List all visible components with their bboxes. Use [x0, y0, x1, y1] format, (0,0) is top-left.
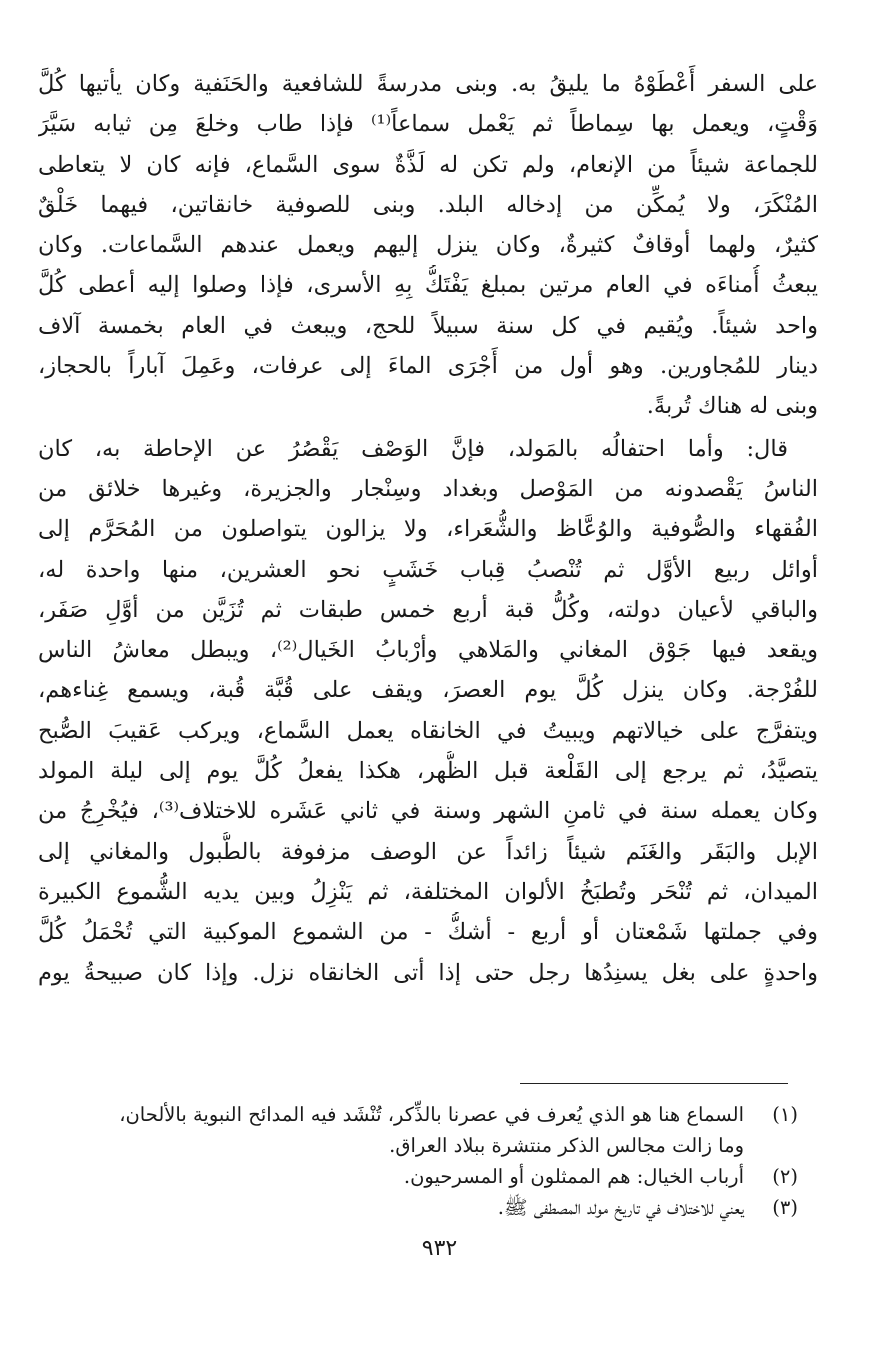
text-line: واحد شيئاً. ويُقيم في كل سنة سبيلاً للحج، ويبعث في العام بخمسة آلاف: [38, 312, 818, 339]
text-line: الإبل والبَقَر والغَنَم شيئاً زائداً عن الوصف مزفوفة بالطُّبول والمغاني إلى: [38, 838, 818, 865]
text-line: للفُرْجة. وكان ينزل كُلَّ يوم العصرَ، ويقف على قُبَّة قُبة، ويسمع غِناءهم،: [38, 677, 818, 704]
footnote-continuation: وما زالت مجالس الذكر منتشرة ببلاد العراق.: [389, 1134, 744, 1157]
footnote-number: (٣): [772, 1196, 798, 1219]
text-line: والباقي لأعيان دولته، وكُلُّ قبة أربع خمس طبقات ثم تُزَيَّن من أوَّلِ صَفَر،: [38, 596, 818, 623]
footnote-number: (٢): [772, 1165, 798, 1188]
text-line: ويتفرَّج على خيالاتهم ويبيتُ في الخانقاه يعمل السَّماع، ويركب عَقيبَ الصُّبح: [38, 717, 818, 744]
text-line: ويقعد فيها جَوْق المغاني والمَلاهي وأرْبابُ الخَيال⁽²⁾، ويبطل معاشُ الناس: [38, 637, 818, 664]
footnote-text: السماع هنا هو الذي يُعرف في عصرنا بالذِّكر، تُنْشَد فيه المدائح النبوية بالألحان،: [119, 1103, 744, 1126]
text-line: الميدان، ثم تُنْحَر وتُطبَخُ الألوان المختلفة، ثم يَنْزِلُ وبين يديه الشُّموع الكبيرة: [38, 878, 818, 905]
main-text: [38, 64, 818, 993]
text-line: واحدةٍ على بغل يسنِدُها رجل حتى إذا أتى الخانقاه نزل. وإذا كان صبيحةُ يوم: [38, 959, 818, 986]
text-line: الفُقهاء والصُّوفية والوُعَّاظ والشُّعَراء، ولا يزالون يتواصلون من المُحَرَّم إلى: [38, 516, 818, 543]
page-number: ٩٣٢: [421, 1236, 458, 1261]
footnote-number: (١): [772, 1103, 798, 1126]
text-line: الناسُ يَقْصدونه من المَوْصل وبغداد وسِنْجار والجزيرة، وغيرها خلائق من: [38, 475, 818, 502]
text-line: وَقْتٍ، ويعمل بها سِماطاً ثم يَعْمل سماعاً⁽¹⁾ فإذا طاب وخلعَ مِن ثيابه سَيَّرَ: [38, 111, 818, 138]
text-line: وبنى له هناك تُربةً.: [646, 393, 818, 420]
footnote-text: أرباب الخيال: هم الممثلون أو المسرحيون.: [403, 1165, 744, 1188]
text-line: كثيرٌ، ولهما أوقافٌ كثيرةٌ، وكان ينزل إليهم ويعمل عندهم السَّماعات. وكان: [38, 232, 818, 259]
footnotes: [38, 1099, 798, 1223]
text-line: وكان يعمله سنة في ثامنِ الشهر وسنة في ثاني عَشَره للاختلاف⁽³⁾، فيُخْرِجُ من: [38, 798, 818, 825]
text-line: قال: وأما احتفالُه بالمَولد، فإنَّ الوَصْف يَقْصُرُ عن الإحاطة به، كان: [38, 435, 788, 462]
text-line: يبعثُ أُمناءَه في العام مرتين بمبلغ يَفْتَكُّ بِهِ الأسرى، فإذا وصلوا إليه أعطى كُلَّ: [38, 272, 818, 299]
footnote-3: [38, 1192, 798, 1223]
text-line: وفي جملتها شَمْعتان أو أربع - أشكُّ - من الشموع الموكبية التي تُحْمَلُ كُلَّ: [38, 919, 818, 946]
text-line: يتصيَّدُ، ثم يرجع إلى القَلْعة قبل الظُّهر، هكذا يفعلُ كُلَّ يوم إلى ليلة المولد: [38, 758, 818, 785]
footnote-divider: [520, 1083, 788, 1084]
footnote-text: يعني للاختلاف في تاريخ مولد المصطفى ﷺ.: [497, 1196, 744, 1219]
text-line: دينار للمُجاورين. وهو أول من أَجْرَى الماءَ إلى عرفات، وعَمِلَ آباراً بالحجاز،: [38, 353, 818, 380]
footnote-1: [38, 1099, 798, 1130]
text-line: أوائل ربيع الأوَّل ثم تُنْصبُ قِباب خَشَبٍ نحو العشرين، منها واحدة له،: [38, 556, 818, 583]
footnote-2: [38, 1161, 798, 1192]
text-line: للجماعة شيئاً من الإنعام، ولم تكن له لَذَّةٌ سوى السَّماع، فإنه كان لا يتعاطى: [38, 151, 818, 178]
text-line: المُنْكَرَ، ولا يُمكِّن من إدخاله البلد. وبنى للصوفية خانقاتين، فيهما خَلْقٌ: [38, 191, 818, 218]
text-line: على السفر أَعْطَوْهُ ما يليقُ به. وبنى مدرسةً للشافعية والحَنَفية وكان يأتيها كُلَّ: [38, 71, 818, 97]
